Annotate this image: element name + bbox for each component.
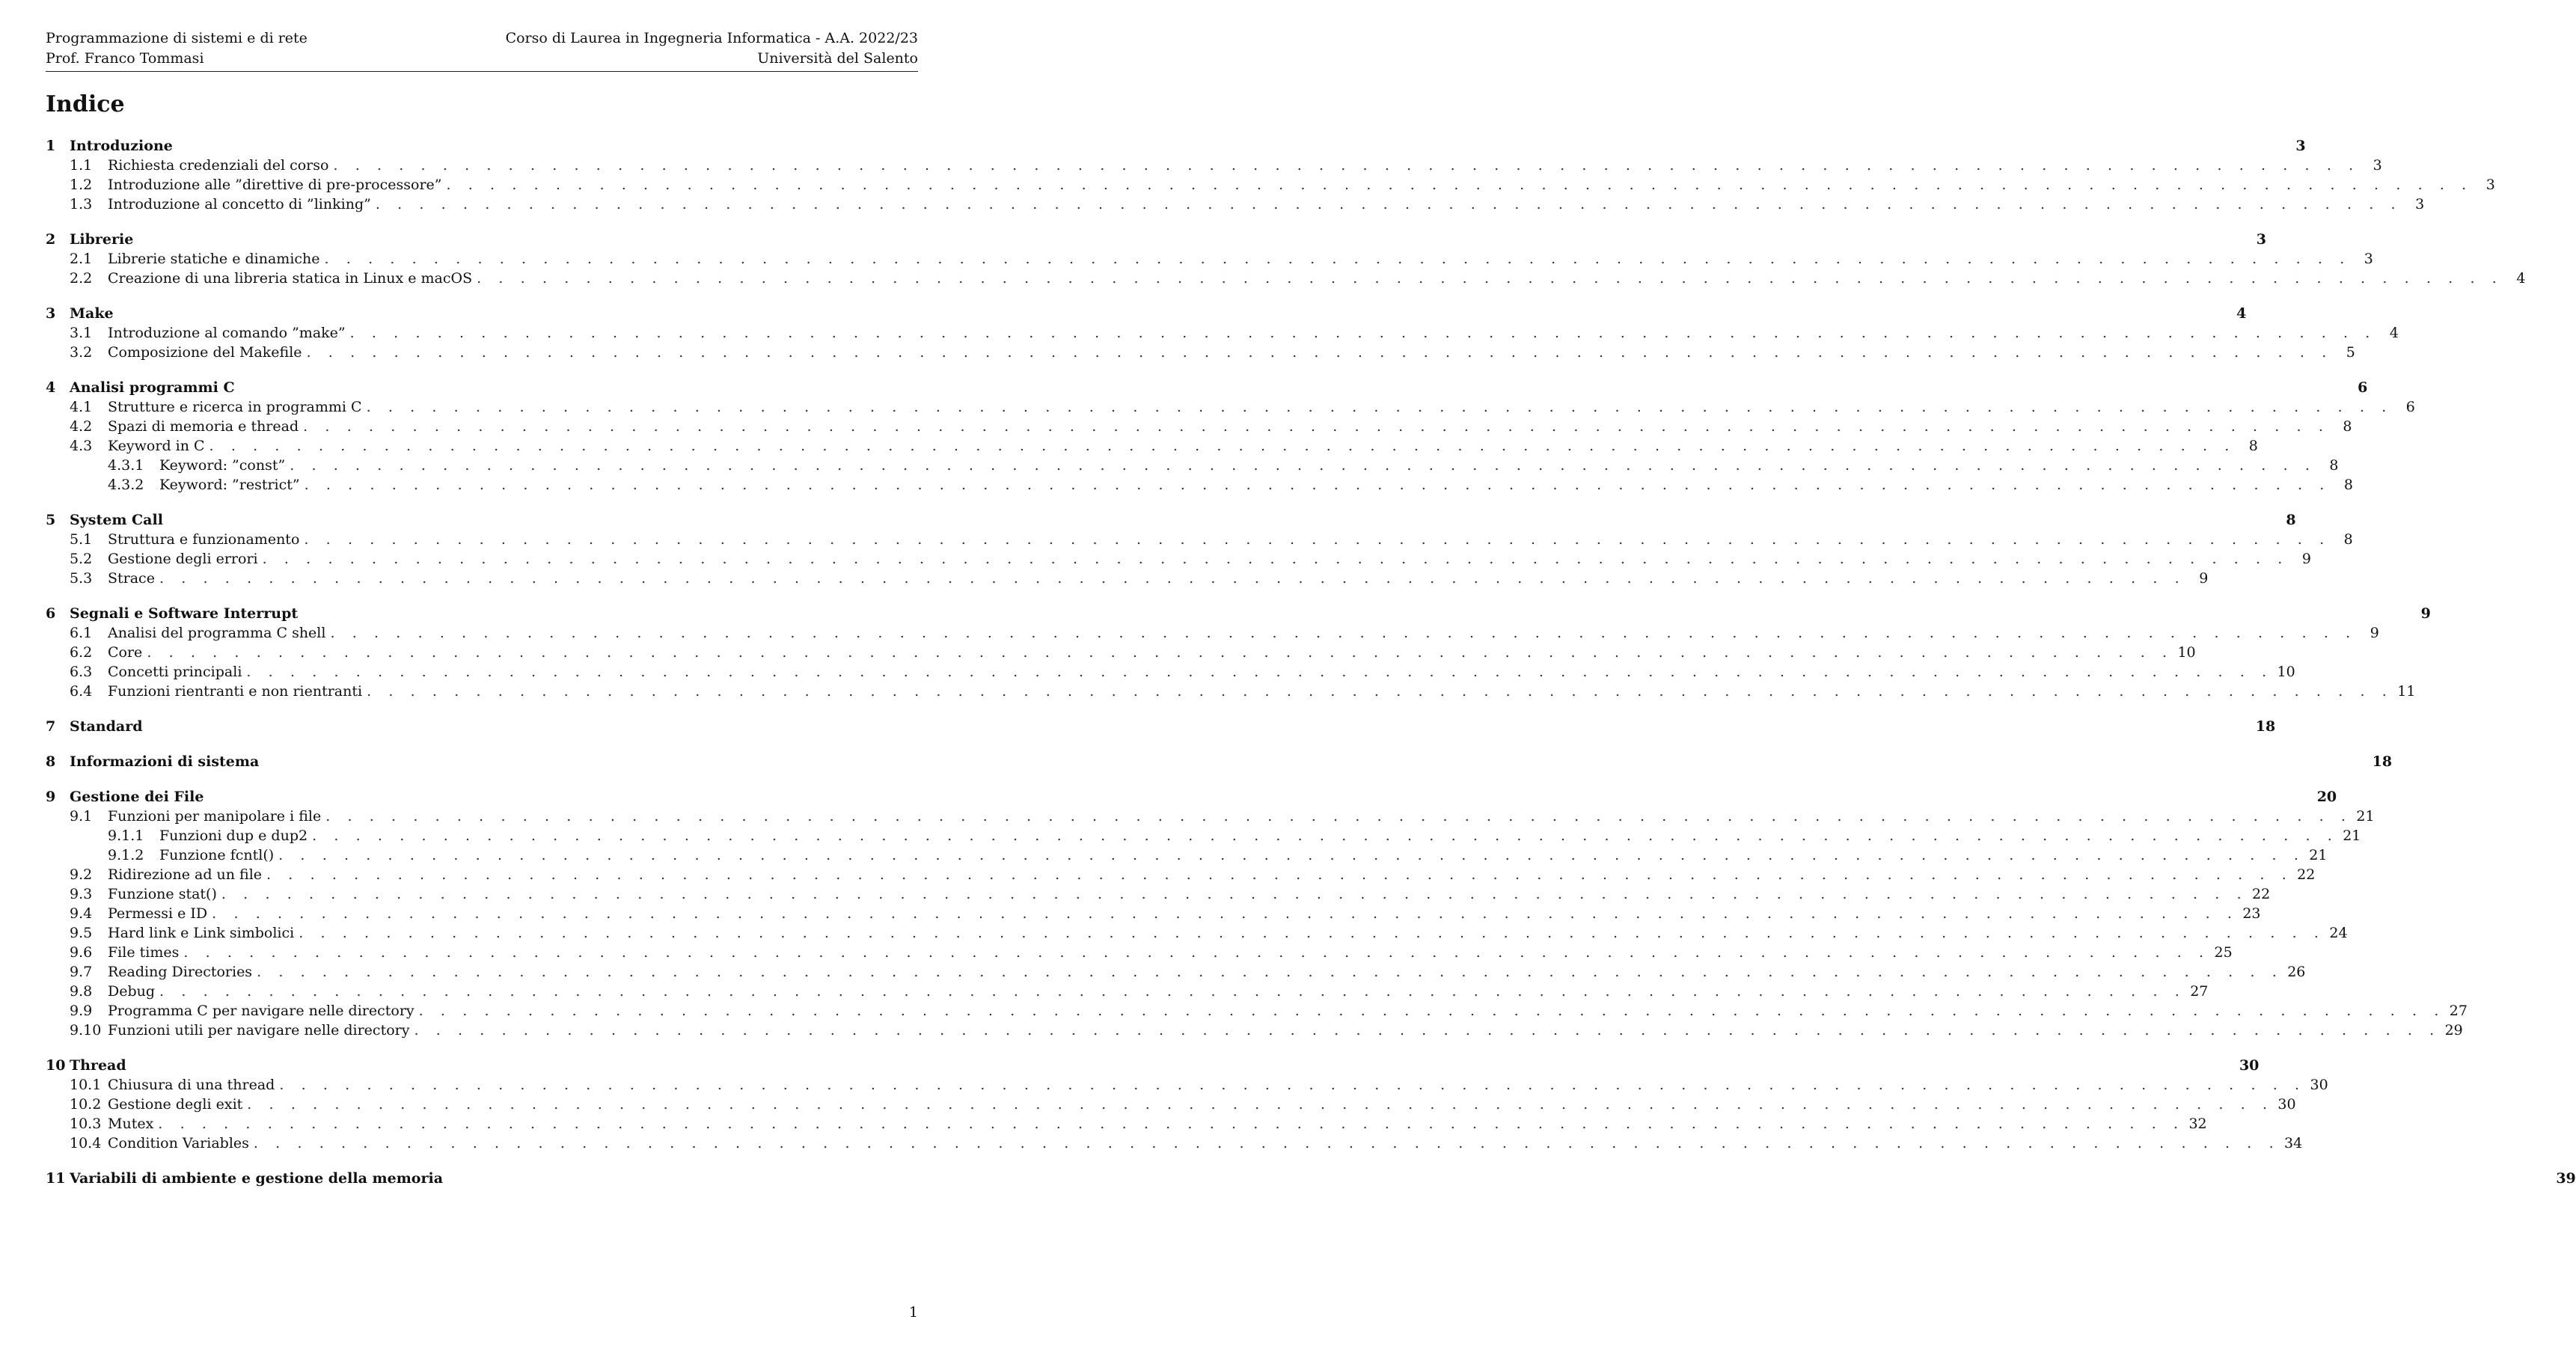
toc-subsection-entry[interactable] <box>46 175 2495 195</box>
toc-subsection-entry[interactable] <box>46 1075 2328 1095</box>
toc-section-group <box>46 304 2399 362</box>
toc-section-group <box>46 752 2393 771</box>
toc-entry-title: Informazioni di sistema <box>70 753 260 770</box>
toc-subsection-entry[interactable] <box>46 249 2373 269</box>
toc-entry-title: Make <box>70 305 114 322</box>
toc-subsection-entry[interactable] <box>46 417 2352 436</box>
toc-entry-title: Funzione stat() <box>108 886 217 902</box>
dot-leader: . . . . . . . . . . . . . . . . . . . . . . . . . . . . . . . . . . . . . . . . . . . . . . . . . . . . . . . . . . . . . . . . . . . . . . . . . . . . . . . . . . . . . . . . . . . . . <box>262 551 2289 567</box>
toc-entry-page: 9 <box>2301 551 2311 567</box>
toc-entry-page: 8 <box>2343 477 2353 493</box>
dot-leader: . . . . . . . . . . . . . . . . . . . . . . . . . . . . . . . . . . . . . . . . . . . . . . . . . . . . . . . . . . . . . . . . . . . . . . . . . . . . . . . . . . . . . . . . . . . . . <box>299 925 2325 941</box>
toc-section-entry[interactable] <box>46 378 2368 397</box>
toc-subsection-entry[interactable] <box>46 436 2258 456</box>
toc-section-entry[interactable] <box>46 304 2247 323</box>
toc-entry-page: 4 <box>2516 270 2526 287</box>
toc-entry-number: 8 <box>46 753 56 770</box>
toc-entry-number: 5.1 <box>70 531 93 548</box>
toc-subsection-entry[interactable] <box>46 904 2261 923</box>
toc-section-entry[interactable] <box>46 1169 2576 1188</box>
toc-entry-number: 7 <box>46 718 56 735</box>
toc-entry-title: Strace <box>108 570 155 587</box>
toc-entry-page: 9 <box>2370 625 2379 641</box>
dot-leader: . . . . . . . . . . . . . . . . . . . . . . . . . . . . . . . . . . . . . . . . . . . . . . . . . . . . . . . . . . . . . . . . . . . . . . . . . . . . . . . . . . . . . . . . . . . . . <box>290 457 2316 474</box>
toc-entry-title: Segnali e Software Interrupt <box>70 605 299 622</box>
dot-leader: . . . . . . . . . . . . . . . . . . . . . . . . . . . . . . . . . . . . . . . . . . . . . . . . . . . . . . . . . . . . . . . . . . . . . . . . . . . . . . . . . . . . . . . . . . . . . <box>325 808 2352 825</box>
toc-entry-number: 10 <box>46 1057 66 1074</box>
toc-title: Indice <box>46 91 125 117</box>
toc-subsubsection-entry[interactable] <box>46 475 2353 495</box>
toc-subsection-entry[interactable] <box>46 1095 2296 1114</box>
toc-section-entry[interactable] <box>46 604 2431 623</box>
dot-leader: . . . . . . . . . . . . . . . . . . . . . . . . . . . . . . . . . . . . . . . . . . . . . . . . . . . . . . . . . . . . . . . . . . . . . . . . . . . . . . . . . . . . . . . . . . . . . <box>266 866 2293 883</box>
dot-leader: . . . . . . . . . . . . . . . . . . . . . . . . . . . . . . . . . . . . . . . . . . . . . . . . . . . . . . . . . . . . . . . . . . . . . . . . . . . . . . . . . . . . . . . . . . . . . <box>477 270 2503 287</box>
toc-entry-page: 3 <box>2364 251 2373 267</box>
dot-leader: . . . . . . . . . . . . . . . . . . . . . . . . . . . . . . . . . . . . . . . . . . . . . . . . . . . . . . . . . . . . . . . . . . . . . . . . . . . . . . . . . . . . . . . . . . . . . <box>158 1116 2185 1132</box>
toc-subsection-entry[interactable] <box>46 623 2379 643</box>
toc-entry-title: Hard link e Link simbolici <box>108 925 295 941</box>
toc-subsection-entry[interactable] <box>46 269 2526 288</box>
toc-entry-number: 9.3 <box>70 886 93 902</box>
dot-leader: . . . . . . . . . . . . . . . . . . . . . . . . . . . . . . . . . . . . . . . . . . . . . . . . . . . . . . . . . . . . . . . . . . . . . . . . . . . . . . . . . . . . . . . . . . . . . <box>221 886 2248 902</box>
toc-section-group <box>46 604 2431 701</box>
toc-section-entry[interactable] <box>46 1056 2260 1075</box>
toc-entry-number: 6.1 <box>70 625 93 641</box>
toc-entry-title: Keyword: ”restrict” <box>159 477 300 493</box>
toc-entry-title: Introduzione alle ”direttive di pre-processore” <box>108 177 442 193</box>
toc-section-group <box>46 787 2468 1040</box>
toc-entry-number: 11 <box>46 1170 66 1187</box>
toc-entry-page: 34 <box>2284 1135 2303 1151</box>
dot-leader: . . . . . . . . . . . . . . . . . . . . . . . . . . . . . . . . . . . . . . . . . . . . . . . . . . . . . . . . . . . . . . . . . . . . . . . . . . . . . . . . . . . . . . . . . . . . . <box>212 905 2239 922</box>
toc-entry-page: 18 <box>2372 753 2393 770</box>
toc-subsection-entry[interactable] <box>46 156 2382 175</box>
toc-subsection-entry[interactable] <box>46 1114 2207 1134</box>
toc-entry-number: 1 <box>46 138 56 154</box>
toc-entry-number: 9.5 <box>70 925 93 941</box>
toc-entry-page: 10 <box>2277 664 2295 680</box>
toc-entry-title: Programma C per navigare nelle directory <box>108 1003 414 1019</box>
toc-entry-page: 23 <box>2242 905 2261 922</box>
toc-section-entry[interactable] <box>46 230 2267 249</box>
toc-subsection-entry[interactable] <box>46 343 2355 362</box>
dot-leader: . . . . . . . . . . . . . . . . . . . . . . . . . . . . . . . . . . . . . . . . . . . . . . . . . . . . . . . . . . . . . . . . . . . . . . . . . . . . . . . . . . . . . . . . . . . . . <box>147 644 2173 661</box>
toc-subsection-entry[interactable] <box>46 923 2348 943</box>
toc-entry-page: 24 <box>2329 925 2348 941</box>
dot-leader: . . . . . . . . . . . . . . . . . . . . . . . . . . . . . . . . . . . . . . . . . . . . . . . . . . . . . . . . . . . . . . . . . . . . . . . . . . . . . . . . . . . . . . . . . . . . . <box>414 1022 2441 1039</box>
toc-entry-title: Librerie statiche e dinamiche <box>108 251 320 267</box>
toc-section-entry[interactable] <box>46 717 2276 736</box>
toc-subsection-entry[interactable] <box>46 982 2209 1001</box>
toc-subsection-entry[interactable] <box>46 943 2233 962</box>
toc-entry-title: Gestione dei File <box>70 789 204 805</box>
dot-leader: . . . . . . . . . . . . . . . . . . . . . . . . . . . . . . . . . . . . . . . . . . . . . . . . . . . . . . . . . . . . . . . . . . . . . . . . . . . . . . . . . . . . . . . . . . . . . <box>246 664 2273 680</box>
toc-entry-title: System Call <box>70 512 163 528</box>
toc-subsection-entry[interactable] <box>46 643 2196 662</box>
toc-entry-number: 1.2 <box>70 177 93 193</box>
toc-entry-number: 6.2 <box>70 644 93 661</box>
dot-leader: . . . . . . . . . . . . . . . . . . . . . . . . . . . . . . . . . . . . . . . . . . . . . . . . . . . . . . . . . . . . . . . . . . . . . . . . . . . . . . . . . . . . . . . . . . . . . <box>349 325 2376 341</box>
dot-leader: . . . . . . . . . . . . . . . . . . . . . . . . . . . . . . . . . . . . . . . . . . . . . . . . . . . . . . . . . . . . . . . . . . . . . . . . . . . . . . . . . . . . . . . . . . . . . <box>209 438 2236 454</box>
toc-entry-page: 4 <box>2236 305 2247 322</box>
toc-subsection-entry[interactable] <box>46 1021 2463 1040</box>
toc-entry-title: Librerie <box>70 231 134 248</box>
toc-entry-title: Chiusura di una thread <box>108 1077 275 1093</box>
toc-entry-number: 3.2 <box>70 344 93 361</box>
toc-subsection-entry[interactable] <box>46 569 2209 588</box>
dot-leader: . . . . . . . . . . . . . . . . . . . . . . . . . . . . . . . . . . . . . . . . . . . . . . . . . . . . . . . . . . . . . . . . . . . . . . . . . . . . . . . . . . . . . . . . . . . . . <box>304 477 2331 493</box>
toc-entry-number: 1.3 <box>70 196 93 212</box>
toc-entry-title: Keyword in C <box>108 438 205 454</box>
dot-leader: . . . . . . . . . . . . . . . . . . . . . . . . . . . . . . . . . . . . . . . . . . . . . . . . . . . . . . . . . . . . . . . . . . . . . . . . . . . . . . . . . . . . . . . . . . . . . <box>159 570 2186 587</box>
toc-section-entry[interactable] <box>46 510 2296 530</box>
dot-leader: . . . . . . . . . . . . . . . . . . . . . . . . . . . . . . . . . . . . . . . . . . . . . . . . . . . . . . . . . . . . . . . . . . . . . . . . . . . . . . . . . . . . . . . . . . . . . <box>306 344 2333 361</box>
toc-entry-number: 9.2 <box>70 866 93 883</box>
toc-entry-page: 11 <box>2397 683 2416 700</box>
toc-subsubsection-entry[interactable] <box>46 456 2339 475</box>
toc-entry-number: 2.2 <box>70 270 93 287</box>
toc-entry-number: 4.1 <box>70 399 93 415</box>
toc-entry-title: Richiesta credenziali del corso <box>108 157 329 174</box>
toc-entry-page: 5 <box>2346 344 2355 361</box>
toc-entry-page: 30 <box>2239 1057 2260 1074</box>
dot-leader: . . . . . . . . . . . . . . . . . . . . . . . . . . . . . . . . . . . . . . . . . . . . . . . . . . . . . . . . . . . . . . . . . . . . . . . . . . . . . . . . . . . . . . . . . . . . . <box>303 418 2330 435</box>
toc-subsection-entry[interactable] <box>46 662 2295 682</box>
toc-entry-page: 25 <box>2214 944 2233 961</box>
toc-section-entry[interactable] <box>46 752 2393 771</box>
university-name: Università del Salento <box>757 50 918 67</box>
toc-entry-title: Variabili di ambiente e gestione della memoria <box>70 1170 444 1187</box>
toc-entry-number: 6 <box>46 605 56 622</box>
dot-leader: . . . . . . . . . . . . . . . . . . . . . . . . . . . . . . . . . . . . . . . . . . . . . . . . . . . . . . . . . . . . . . . . . . . . . . . . . . . . . . . . . . . . . . . . . . . . . <box>312 828 2339 844</box>
toc-entry-number: 5.2 <box>70 551 93 567</box>
toc-subsubsection-entry[interactable] <box>46 845 2328 865</box>
toc-entry-page: 30 <box>2277 1096 2296 1113</box>
toc-entry-title: Gestione degli exit <box>108 1096 243 1113</box>
toc-section-group <box>46 1056 2328 1153</box>
toc-subsection-entry[interactable] <box>46 682 2416 701</box>
toc-subsection-entry[interactable] <box>46 195 2425 214</box>
toc-entry-page: 21 <box>2309 847 2328 863</box>
dot-leader: . . . . . . . . . . . . . . . . . . . . . . . . . . . . . . . . . . . . . . . . . . . . . . . . . . . . . . . . . . . . . . . . . . . . . . . . . . . . . . . . . . . . . . . . . . . . . <box>330 625 2357 641</box>
toc-entry-page: 22 <box>2297 866 2316 883</box>
toc-entry-number: 9.1.1 <box>108 828 144 844</box>
toc-entry-page: 26 <box>2287 964 2306 980</box>
toc-entry-page: 3 <box>2256 231 2267 248</box>
dot-leader: . . . . . . . . . . . . . . . . . . . . . . . . . . . . . . . . . . . . . . . . . . . . . . . . . . . . . . . . . . . . . . . . . . . . . . . . . . . . . . . . . . . . . . . . . . . . . <box>446 177 2473 193</box>
toc-section-group <box>46 230 2526 288</box>
toc-entry-title: Concetti principali <box>108 664 242 680</box>
toc-subsection-entry[interactable] <box>46 807 2375 826</box>
toc-entry-page: 39 <box>2556 1170 2576 1187</box>
toc-entry-number: 6.3 <box>70 664 93 680</box>
running-header <box>46 28 918 72</box>
dot-leader: . . . . . . . . . . . . . . . . . . . . . . . . . . . . . . . . . . . . . . . . . . . . . . . . . . . . . . . . . . . . . . . . . . . . . . . . . . . . . . . . . . . . . . . . . . . . . <box>324 251 2351 267</box>
dot-leader: . . . . . . . . . . . . . . . . . . . . . . . . . . . . . . . . . . . . . . . . . . . . . . . . . . . . . . . . . . . . . . . . . . . . . . . . . . . . . . . . . . . . . . . . . . . . . <box>279 1077 2306 1093</box>
document-page <box>46 28 2576 1204</box>
dot-leader: . . . . . . . . . . . . . . . . . . . . . . . . . . . . . . . . . . . . . . . . . . . . . . . . . . . . . . . . . . . . . . . . . . . . . . . . . . . . . . . . . . . . . . . . . . . . . <box>253 1135 2280 1151</box>
toc-entry-page: 4 <box>2389 325 2399 341</box>
toc-entry-number: 4.3.2 <box>108 477 144 493</box>
toc-subsection-entry[interactable] <box>46 549 2311 569</box>
toc-entry-number: 10.3 <box>70 1116 102 1132</box>
toc-entry-title: Gestione degli errori <box>108 551 258 567</box>
professor-name: Prof. Franco Tommasi <box>46 50 204 67</box>
toc-entry-title: Funzioni rientranti e non rientranti <box>108 683 363 700</box>
toc-entry-number: 6.4 <box>70 683 93 700</box>
toc-entry-number: 9.1 <box>70 808 93 825</box>
toc-entry-page: 6 <box>2405 399 2415 415</box>
toc-entry-number: 9.4 <box>70 905 93 922</box>
dot-leader: . . . . . . . . . . . . . . . . . . . . . . . . . . . . . . . . . . . . . . . . . . . . . . . . . . . . . . . . . . . . . . . . . . . . . . . . . . . . . . . . . . . . . . . . . . . . . <box>375 196 2402 212</box>
header-left <box>46 28 308 69</box>
toc-entry-title: Introduzione al concetto di ”linking” <box>108 196 371 212</box>
dot-leader: . . . . . . . . . . . . . . . . . . . . . . . . . . . . . . . . . . . . . . . . . . . . . . . . . . . . . . . . . . . . . . . . . . . . . . . . . . . . . . . . . . . . . . . . . . . . . <box>367 683 2393 700</box>
toc-entry-title: Composizione del Makefile <box>108 344 302 361</box>
toc-entry-number: 1.1 <box>70 157 93 174</box>
toc-entry-page: 6 <box>2358 379 2368 396</box>
toc-section-entry[interactable] <box>46 787 2337 807</box>
toc-entry-page: 10 <box>2177 644 2196 661</box>
dot-leader: . . . . . . . . . . . . . . . . . . . . . . . . . . . . . . . . . . . . . . . . . . . . . . . . . . . . . . . . . . . . . . . . . . . . . . . . . . . . . . . . . . . . . . . . . . . . . <box>159 983 2186 1000</box>
toc-entry-page: 3 <box>2372 157 2382 174</box>
toc-subsection-entry[interactable] <box>46 1134 2303 1153</box>
toc-entry-number: 10.1 <box>70 1077 102 1093</box>
dot-leader: . . . . . . . . . . . . . . . . . . . . . . . . . . . . . . . . . . . . . . . . . . . . . . . . . . . . . . . . . . . . . . . . . . . . . . . . . . . . . . . . . . . . . . . . . . . . . <box>333 157 2360 174</box>
toc-entry-title: Mutex <box>108 1116 154 1132</box>
toc-entry-title: Struttura e funzionamento <box>108 531 300 548</box>
toc-entry-title: Ridirezione ad un file <box>108 866 263 883</box>
toc-section-group <box>46 717 2276 736</box>
toc-entry-page: 22 <box>2252 886 2271 902</box>
toc-section-group <box>46 1169 2576 1188</box>
course-name: Programmazione di sistemi e di rete <box>46 30 308 46</box>
toc-entry-title: Keyword: ”const” <box>159 457 286 474</box>
toc-subsection-entry[interactable] <box>46 884 2271 904</box>
toc-entry-title: Condition Variables <box>108 1135 249 1151</box>
page-number: 1 <box>908 1304 918 1321</box>
toc-entry-page: 32 <box>2188 1116 2207 1132</box>
toc-entry-number: 2.1 <box>70 251 93 267</box>
toc-entry-page: 8 <box>2329 457 2339 474</box>
dot-leader: . . . . . . . . . . . . . . . . . . . . . . . . . . . . . . . . . . . . . . . . . . . . . . . . . . . . . . . . . . . . . . . . . . . . . . . . . . . . . . . . . . . . . . . . . . . . . <box>304 531 2331 548</box>
toc-entry-number: 10.2 <box>70 1096 102 1113</box>
toc-entry-number: 9 <box>46 789 56 805</box>
toc-entry-title: Funzioni per manipolare i file <box>108 808 322 825</box>
toc-entry-page: 3 <box>2415 196 2425 212</box>
toc-entry-page: 20 <box>2316 789 2337 805</box>
toc-entry-number: 9.9 <box>70 1003 93 1019</box>
toc-entry-number: 10.4 <box>70 1135 102 1151</box>
toc-entry-number: 3 <box>46 305 56 322</box>
toc-entry-page: 3 <box>2295 138 2306 154</box>
toc-entry-number: 9.8 <box>70 983 93 1000</box>
dot-leader: . . . . . . . . . . . . . . . . . . . . . . . . . . . . . . . . . . . . . . . . . . . . . . . . . . . . . . . . . . . . . . . . . . . . . . . . . . . . . . . . . . . . . . . . . . . . . <box>247 1096 2274 1113</box>
toc-entry-number: 4 <box>46 379 56 396</box>
toc-section-group <box>46 378 2415 495</box>
toc-entry-title: Funzione fcntl() <box>159 847 275 863</box>
toc-subsection-entry[interactable] <box>46 1001 2468 1021</box>
toc-subsection-entry[interactable] <box>46 530 2353 549</box>
toc-subsection-entry[interactable] <box>46 397 2415 417</box>
toc-entry-title: Funzioni utili per navigare nelle directory <box>108 1022 410 1039</box>
toc-entry-number: 9.1.2 <box>108 847 144 863</box>
toc-entry-title: Thread <box>70 1057 126 1074</box>
toc-entry-number: 5.3 <box>70 570 93 587</box>
toc-subsection-entry[interactable] <box>46 962 2306 982</box>
toc-entry-number: 9.6 <box>70 944 93 961</box>
toc-entry-title: Standard <box>70 718 143 735</box>
header-right <box>506 28 918 69</box>
toc-entry-number: 3.1 <box>70 325 93 341</box>
toc-entry-title: Creazione di una libreria statica in Linux e macOS <box>108 270 473 287</box>
toc-entry-page: 30 <box>2310 1077 2328 1093</box>
toc-entry-title: Funzioni dup e dup2 <box>159 828 308 844</box>
table-of-contents <box>46 136 2576 1188</box>
toc-entry-number: 9.10 <box>70 1022 102 1039</box>
toc-entry-page: 21 <box>2356 808 2375 825</box>
toc-entry-page: 8 <box>2286 512 2296 528</box>
toc-entry-number: 5 <box>46 512 56 528</box>
toc-entry-number: 2 <box>46 231 56 248</box>
toc-entry-title: Introduzione <box>70 138 173 154</box>
dot-leader: . . . . . . . . . . . . . . . . . . . . . . . . . . . . . . . . . . . . . . . . . . . . . . . . . . . . . . . . . . . . . . . . . . . . . . . . . . . . . . . . . . . . . . . . . . . . . <box>278 847 2305 863</box>
toc-subsubsection-entry[interactable] <box>46 826 2361 845</box>
toc-subsection-entry[interactable] <box>46 323 2399 343</box>
toc-entry-title: Spazi di memoria e thread <box>108 418 299 435</box>
toc-entry-title: Core <box>108 644 143 661</box>
toc-entry-title: Debug <box>108 983 156 1000</box>
dot-leader: . . . . . . . . . . . . . . . . . . . . . . . . . . . . . . . . . . . . . . . . . . . . . . . . . . . . . . . . . . . . . . . . . . . . . . . . . . . . . . . . . . . . . . . . . . . . . <box>366 399 2393 415</box>
toc-entry-title: Analisi del programma C shell <box>108 625 326 641</box>
toc-entry-page: 27 <box>2449 1003 2468 1019</box>
degree-program: Corso di Laurea in Ingegneria Informatica - A.A. 2022/23 <box>505 30 918 46</box>
toc-entry-title: File times <box>108 944 180 961</box>
toc-entry-page: 3 <box>2485 177 2495 193</box>
toc-entry-page: 9 <box>2199 570 2209 587</box>
toc-section-group <box>46 136 2495 214</box>
toc-entry-page: 8 <box>2248 438 2258 454</box>
toc-entry-page: 21 <box>2343 828 2361 844</box>
toc-entry-title: Strutture e ricerca in programmi C <box>108 399 362 415</box>
toc-entry-number: 4.3 <box>70 438 93 454</box>
dot-leader: . . . . . . . . . . . . . . . . . . . . . . . . . . . . . . . . . . . . . . . . . . . . . . . . . . . . . . . . . . . . . . . . . . . . . . . . . . . . . . . . . . . . . . . . . . . . . <box>183 944 2210 961</box>
toc-entry-page: 8 <box>2343 531 2353 548</box>
toc-entry-page: 9 <box>2420 605 2431 622</box>
toc-entry-page: 8 <box>2343 418 2352 435</box>
toc-entry-page: 27 <box>2190 983 2209 1000</box>
toc-entry-page: 29 <box>2444 1022 2463 1039</box>
toc-entry-page: 18 <box>2255 718 2276 735</box>
toc-entry-number: 9.7 <box>70 964 93 980</box>
toc-entry-title: Analisi programmi C <box>70 379 235 396</box>
toc-subsection-entry[interactable] <box>46 865 2316 884</box>
dot-leader: . . . . . . . . . . . . . . . . . . . . . . . . . . . . . . . . . . . . . . . . . . . . . . . . . . . . . . . . . . . . . . . . . . . . . . . . . . . . . . . . . . . . . . . . . . . . . <box>257 964 2283 980</box>
toc-section-group <box>46 510 2353 588</box>
dot-leader: . . . . . . . . . . . . . . . . . . . . . . . . . . . . . . . . . . . . . . . . . . . . . . . . . . . . . . . . . . . . . . . . . . . . . . . . . . . . . . . . . . . . . . . . . . . . . <box>418 1003 2445 1019</box>
toc-entry-title: Permessi e ID <box>108 905 208 922</box>
toc-entry-number: 4.3.1 <box>108 457 144 474</box>
toc-entry-number: 4.2 <box>70 418 93 435</box>
toc-entry-title: Reading Directories <box>108 964 253 980</box>
toc-entry-title: Introduzione al comando ”make” <box>108 325 346 341</box>
toc-section-entry[interactable] <box>46 136 2306 156</box>
